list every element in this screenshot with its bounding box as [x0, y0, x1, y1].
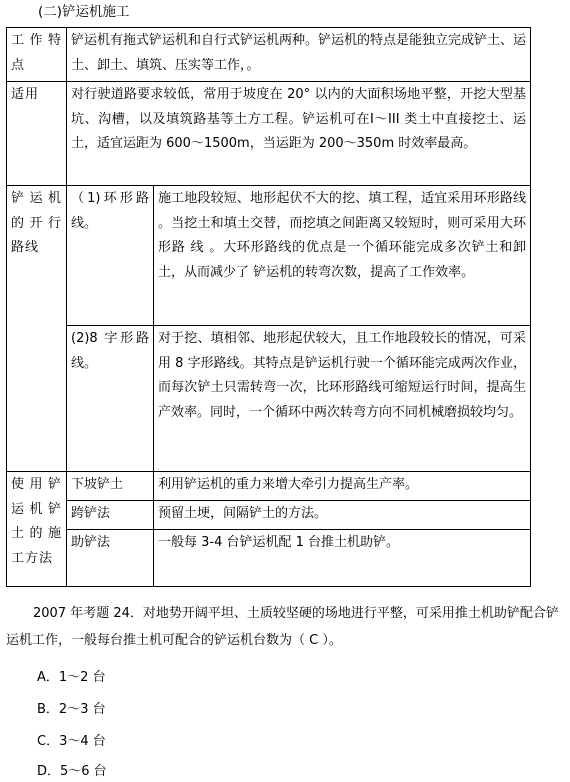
scraper-construction-table	[6, 27, 531, 587]
option-c: C．3～4 台	[37, 734, 106, 749]
table-row	[7, 186, 531, 326]
table-row	[7, 82, 531, 186]
row-label-routes: 铲运机的开行路线	[7, 186, 67, 472]
route-name-figure8: (2)8 字形路线。	[67, 326, 154, 472]
applicable-text: 对行驶道路要求较低，常用于坡度在 20° 以内的大面积场地平整，开挖大型基坑、沟槽，以及填筑路基等土方工程。铲运机可在Ⅰ～III 类土中直接挖土、运土，适宜运距为 600～1500m，当运距为 200～350m 时效率最高。	[67, 82, 531, 186]
exam-question: 2007 年考题 24．对地势开阔平坦、土质较坚硬的场地进行平整，可采用推土机助铲配合铲运机工作，一般每台推土机可配合的铲运机台数为（ C ）。	[6, 606, 559, 648]
table-row	[7, 530, 531, 587]
method-text-downhill: 利用铲运机的重力来增大牵引力提高生产率。	[154, 472, 531, 501]
method-text-assist: 一般每 3-4 台铲运机配 1 台推土机助铲。	[154, 530, 531, 587]
section-heading: (二)铲运机施工	[38, 4, 130, 20]
table-row	[7, 501, 531, 530]
method-name-straddle: 跨铲法	[67, 501, 154, 530]
option-a: A．1～2 台	[37, 670, 106, 685]
route-text-loop: 施工地段较短、地形起伏不大的挖、填工程，适宜采用环形路线 。当挖土和填土交替，而挖填之间距离又较短时，则可采用大环形路 线 。大环形路线的优点是一个循环能完成多次铲土和卸土，从而减少了 铲运机的转弯次数，提高了工作效率。	[154, 186, 531, 326]
option-b: B．2～3 台	[37, 702, 106, 717]
row-label-applicable: 适用	[7, 82, 67, 186]
route-name-loop: （1)环形路线。	[67, 186, 154, 326]
row-label-features: 工作特点	[7, 28, 67, 82]
table-row	[7, 28, 531, 82]
row-label-methods: 使用铲运机铲土的施工方法	[7, 472, 67, 587]
method-text-straddle: 预留土埂，间隔铲土的方法。	[154, 501, 531, 530]
table-row	[7, 472, 531, 501]
method-name-downhill: 下坡铲土	[67, 472, 154, 501]
table-row	[7, 326, 531, 472]
method-name-assist: 助铲法	[67, 530, 154, 587]
option-d: D．5～6 台	[37, 764, 107, 779]
route-text-figure8: 对于挖、填相邻、地形起伏较大，且工作地段较长的情况，可采用 8 字形路线。其特点是铲运机行驶一个循环能完成两次作业，而每次铲土只需转弯一次，比环形路线可缩短运行时间，提高生产效率。同时，一个循环中两次转弯方向不同机械磨损较均匀。	[154, 326, 531, 472]
features-text: 铲运机有拖式铲运机和自行式铲运机两种。铲运机的特点是能独立完成铲土、运土、卸土、填筑、压实等工作，。	[67, 28, 531, 82]
